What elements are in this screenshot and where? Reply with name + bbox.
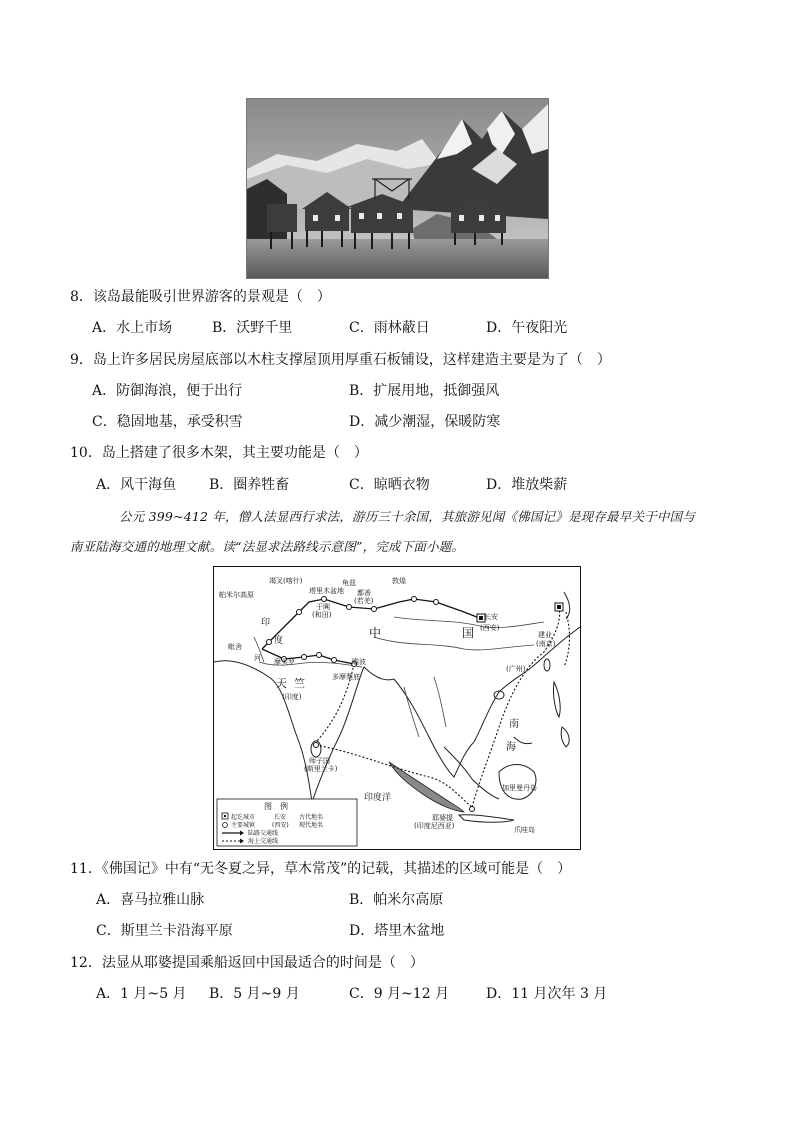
q9-option-a[interactable]: A．防御海浪，便于出行 [92,383,243,399]
intro-line-1: 公元 399~412 年，僧人法显西行求法，游历三十余国，其旅游见闻《佛国记》是现存最早关于中国与 [119,509,695,524]
q8-option-b[interactable]: B．沃野千里 [212,320,293,336]
label-guangzhou: (广州) [506,665,526,673]
q12-option-a[interactable]: A．1 月~5 月 [96,986,187,1002]
label-shanshan: 鄯善 [357,589,371,597]
faxian-route-map [213,566,581,850]
q10-option-b[interactable]: B．圈养牲畜 [209,477,290,493]
label-jialimandan: 加里曼丹岛 [502,784,537,792]
q10-option-d[interactable]: D．堆放柴薪 [486,477,568,493]
label-changan: 长安 [484,613,498,621]
label-tarim: 塔里木盆地 [309,587,344,595]
island-photo [246,98,549,279]
label-yindu: (印度) [282,693,302,701]
q8-option-a[interactable]: A．水上市场 [92,320,173,336]
label-zhong: 中 [369,626,382,640]
legend-main-city: 主要城镇 [231,822,256,829]
label-duomoliti: 多摩梨底 [332,673,360,681]
intro-line-2: 南亚陆海交通的地理文献。读“法显求法路线示意图”，完成下面小题。 [70,539,465,554]
map-drawing [214,567,580,849]
label-du: 度 [274,636,284,646]
label-pamir: 帕米尔高原 [219,591,254,599]
question-8-stem: 8．该岛最能吸引世界游客的景观是（ ） [70,289,331,305]
question-11-stem: 11．《佛国记》中有“无冬夏之异，草木常茂”的记载，其描述的区域可能是（ ） [70,861,572,877]
label-ruoqiang: (若羌) [354,597,374,605]
q9-option-b[interactable]: B．扩展用地，抵御强风 [349,383,500,399]
label-he: 河 [254,654,261,662]
label-nanjing: (南京) [536,640,556,648]
label-qiuci: 龟兹 [342,579,356,587]
map-legend [217,799,357,846]
label-yutian: 于阗 [316,603,330,611]
label-dunhuang: 敦煌 [392,577,406,585]
label-pishe: 毗舍 [228,643,242,651]
label-hai: 海 [506,742,516,753]
legend-start-city: 起讫城市 [231,814,256,821]
q12-option-d[interactable]: D．11 月次年 3 月 [486,986,608,1002]
label-zhuawa: 爪哇岛 [514,826,535,834]
label-geshi: 竭叉(喀什) [269,577,303,585]
label-yepoti: 耶婆提 [432,814,453,822]
label-zhu: 竺 [294,677,305,690]
q11-option-d[interactable]: D．塔里木盆地 [349,923,445,939]
legend-modern-label: 现代地名 [299,822,324,829]
legend-title: 图 例 [264,802,288,811]
q12-option-b[interactable]: B．5 月~9 月 [209,986,300,1002]
q11-option-b[interactable]: B．帕米尔高原 [349,892,444,908]
question-10-stem: 10．岛上搭建了很多木架，其主要功能是（ ） [70,445,368,461]
label-yinduyang: 印度洋 [364,793,392,803]
legend-sea-route: 海上交通线 [248,838,279,845]
label-yindunixiya: (印度尼西亚) [414,822,455,830]
q10-option-a[interactable]: A．风干海鱼 [96,477,177,493]
q10-option-c[interactable]: C．晾晒衣物 [349,477,430,493]
label-guo: 国 [462,626,475,640]
label-jianye: 建业 [538,631,552,639]
label-xian: (西安) [480,624,500,632]
label-motouluo: 摩头罗 [274,658,295,666]
island-photo-drawing [247,99,548,278]
label-tian: 天 [276,677,287,690]
q12-option-c[interactable]: C．9 月~12 月 [349,986,450,1002]
q8-option-c[interactable]: C．雨林蔽日 [349,320,430,336]
label-zhanbo: 瞻波 [352,658,366,666]
q11-option-c[interactable]: C．斯里兰卡沿海平原 [96,923,233,939]
q8-option-d[interactable]: D．午夜阳光 [486,320,568,336]
legend-land-route: 陆路交通线 [248,830,279,837]
question-12-stem: 12．法显从耶婆提国乘船返回中国最适合的时间是（ ） [70,955,424,971]
label-sililanka: (斯里兰卡) [304,765,338,773]
legend-modern-example: (西安) [272,822,289,829]
q9-option-c[interactable]: C．稳固地基，承受积雪 [92,414,243,430]
legend-ancient-example: 长安 [274,814,287,821]
label-yin: 印 [261,618,271,628]
legend-ancient-label: 古代地名 [299,814,324,821]
q11-option-a[interactable]: A．喜马拉雅山脉 [96,892,205,908]
q9-option-d[interactable]: D．减少潮湿，保暖防寒 [349,414,501,430]
label-nan: 南 [509,719,519,730]
label-hetian: (和田) [312,611,332,619]
label-shiziguo: 师子国 [309,757,330,765]
question-9-stem: 9．岛上许多居民房屋底部以木柱支撑屋顶用厚重石板铺设，这样建造主要是为了（ ） [70,352,611,368]
